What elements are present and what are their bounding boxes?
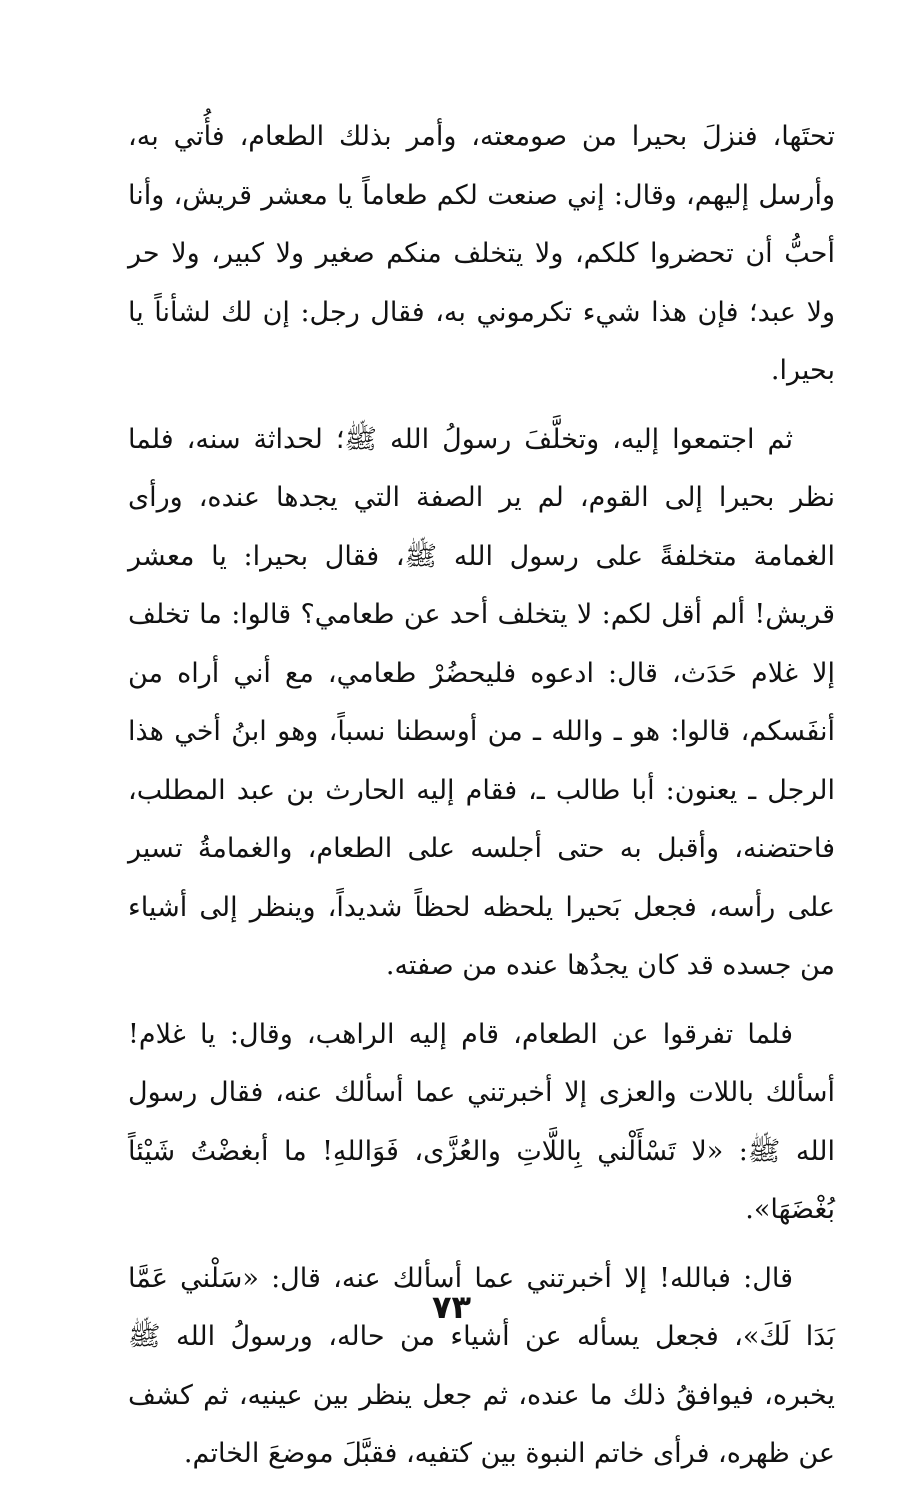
page-number: ٧٣ — [431, 1288, 472, 1326]
paragraph-3: فلما تفرقوا عن الطعام، قام إليه الراهب، وقال: يا غلام! أسألك باللات والعزى إلا أخبرتني عما أسألك عنه، فقال رسول الله ﷺ: «لا تَسْأَلْني بِاللَّاتِ والعُزَّى، فَوَاللهِ! ما أبغضْتُ شَيْئاً بُغْضَهَا». — [128, 1018, 835, 1225]
page-body-text — [128, 108, 835, 1494]
paragraph-4: قال: فبالله! إلا أخبرتني عما أسألك عنه، قال: «سَلْني عَمَّا بَدَا لَكَ»، فجعل يسأله عن أشياء من حاله، ورسولُ الله ﷺ يخبره، فيوافقُ ذلك ما عنده، ثم جعل ينظر بين عينيه، ثم كشف عن ظهره، فرأى خاتم النبوة بين كتفيه، فقبَّلَ موضعَ الخاتم. — [128, 1262, 835, 1469]
paragraph-1: تحتَها، فنزلَ بحيرا من صومعته، وأمر بذلك الطعام، فأُتي به، وأرسل إليهم، وقال: إني صنعت لكم طعاماً يا معشر قريش، وأنا أحبُّ أن تحضروا كلكم، ولا يتخلف منكم صغير ولا كبير، ولا حر ولا عبد؛ فإن هذا شيء تكرموني به، فقال رجل: إن لك لشأناً يا بحيرا. — [128, 121, 835, 386]
paragraph-2: ثم اجتمعوا إليه، وتخلَّفَ رسولُ الله ﷺ؛ لحداثة سنه، فلما نظر بحيرا إلى القوم، لم ير الصفة التي يجدها عنده، ورأى الغمامة متخلفةً على رسول الله ﷺ، فقال بحيرا: يا معشر قريش! ألم أقل لكم: لا يتخلف أحد عن طعامي؟ قالوا: ما تخلف إلا غلام حَدَث، قال: ادعوه فليحضُرْ طعامي، مع أني أراه من أنفَسكم، قالوا: هو ـ والله ـ من أوسطنا نسباً، وهو ابنُ أخي هذا الرجل ـ يعنون: أبا طالب ـ، فقام إليه الحارث بن عبد المطلب، فاحتضنه، وأقبل به حتى أجلسه على الطعام، والغمامةُ تسير على رأسه، فجعل بَحيرا يلحظه لحظاً شديداً، وينظر إلى أشياء من جسده قد كان يجدُها عنده من صفته. — [128, 423, 835, 981]
